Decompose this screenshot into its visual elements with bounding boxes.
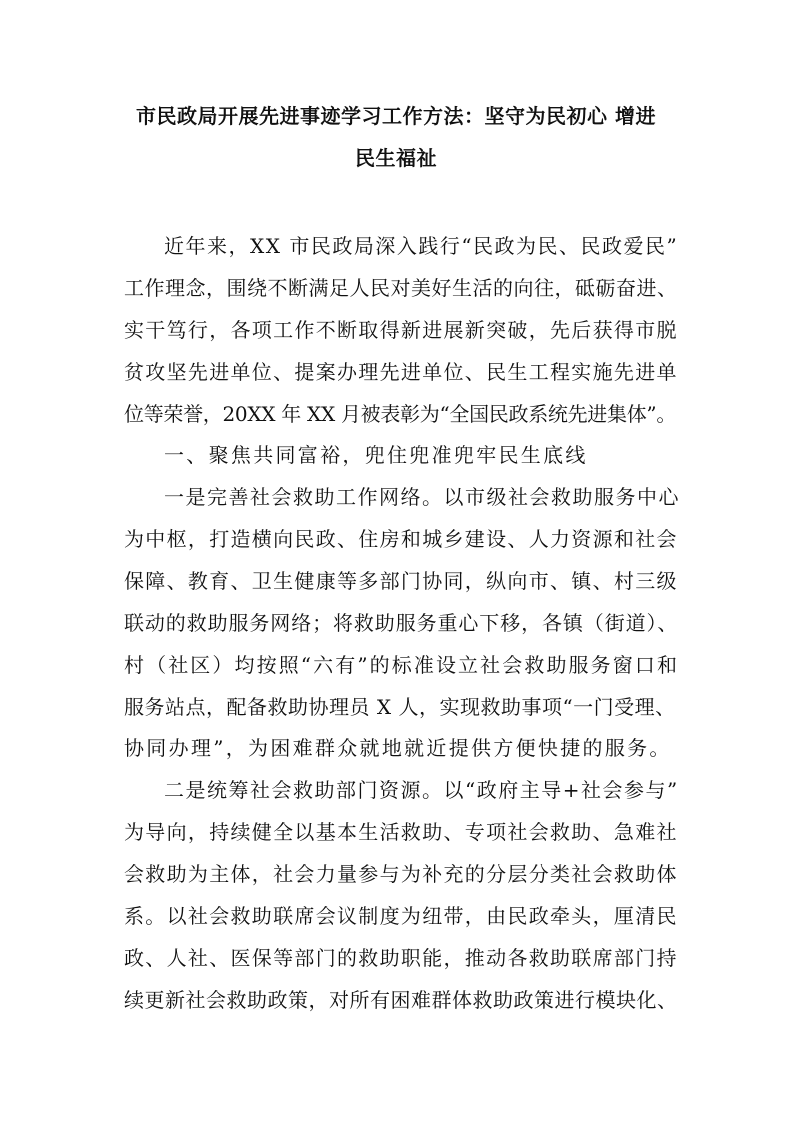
paragraph-line: 为中枢，打造横向民政、住房和城乡建设、人力资源和社会 <box>124 527 678 551</box>
paragraph-line: 联动的救助服务网络；将救助服务重心下移，各镇（街道）、 <box>124 611 679 635</box>
section-heading: 一、聚焦共同富裕，兜住兜准兜牢民生底线 <box>164 443 588 467</box>
paragraph-line: 贫攻坚先进单位、提案办理先进单位、民生工程实施先进单 <box>124 360 678 384</box>
document-title-line-2: 民生福祉 <box>355 146 437 170</box>
paragraph-line: 一是完善社会救助工作网络。以市级社会救助服务中心 <box>164 485 680 509</box>
paragraph-line: 二是统筹社会救助部门资源。以“政府主导+社会参与” <box>164 778 679 802</box>
paragraph-line: 服务站点，配备救助协理员 X 人，实现救助事项“一门受理、 <box>124 695 676 719</box>
paragraph-line: 为导向，持续健全以基本生活救助、专项社会救助、急难社 <box>124 820 678 844</box>
paragraph-line: 保障、教育、卫生健康等多部门协同，纵向市、镇、村三级 <box>124 569 678 593</box>
paragraph-line: 政、人社、医保等部门的救助职能，推动各救助联席部门持 <box>124 946 678 970</box>
document-title-line-1: 市民政局开展先进事迹学习工作方法：坚守为民初心 增进 <box>136 104 656 128</box>
paragraph-line: 协同办理”，为困难群众就地就近提供方便快捷的服务。 <box>124 736 672 760</box>
paragraph-line: 会救助为主体，社会力量参与为补充的分层分类社会救助体 <box>124 862 678 886</box>
paragraph-line: 位等荣誉，20XX 年 XX 月被表彰为“全国民政系统先进集体”。 <box>124 402 677 426</box>
paragraph-line: 近年来，XX 市民政局深入践行“民政为民、民政爱民” <box>164 234 679 258</box>
paragraph-line: 续更新社会救助政策，对所有困难群体救助政策进行模块化、 <box>124 988 678 1012</box>
paragraph-line: 系。以社会救助联席会议制度为纽带，由民政牵头，厘清民 <box>124 904 678 928</box>
paragraph-line: 工作理念，围绕不断满足人民对美好生活的向往，砥砺奋进、 <box>124 276 678 300</box>
paragraph-line: 实干笃行，各项工作不断取得新进展新突破，先后获得市脱 <box>124 318 678 342</box>
paragraph-line: 村（社区）均按照“六有”的标准设立社会救助服务窗口和 <box>124 653 680 677</box>
